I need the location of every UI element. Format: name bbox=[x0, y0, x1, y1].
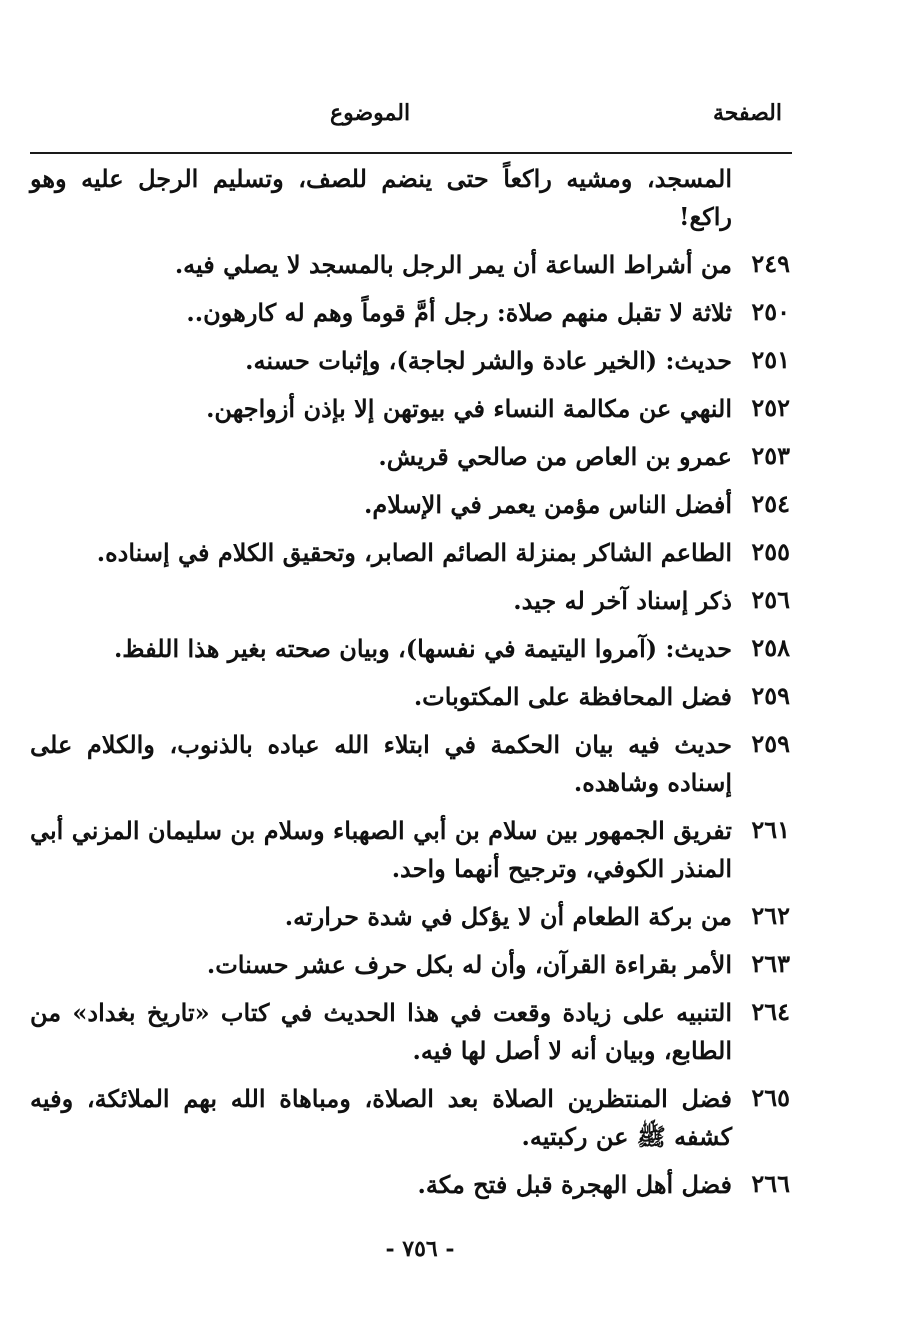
entry-topic: فضل المحافظة على المكتوبات. bbox=[413, 682, 732, 711]
entry-page-number: ٢٥٨ bbox=[751, 633, 790, 662]
entry-page-number: ٢٥٩ bbox=[751, 681, 790, 710]
entry-topic: عمرو بن العاص من صالحي قريش. bbox=[378, 442, 732, 471]
list-item bbox=[30, 486, 790, 524]
list-item bbox=[30, 678, 790, 716]
list-item bbox=[30, 582, 790, 620]
entry-page-number: ٢٥٦ bbox=[751, 585, 790, 614]
entry-page-number: ٢٦٤ bbox=[751, 997, 790, 1026]
list-item bbox=[30, 726, 790, 802]
entry-topic: الأمر بقراءة القرآن، وأن له بكل حرف عشر حسنات. bbox=[206, 950, 732, 979]
entry-topic: النهي عن مكالمة النساء في بيوتهن إلا بإذن أزواجهن. bbox=[206, 394, 732, 423]
entry-topic: فضل المنتظرين الصلاة بعد الصلاة، ومباهاة الله بهم الملائكة، وفيه كشفه ﷺ عن ركبتيه. bbox=[30, 1084, 732, 1151]
entry-page-number: ٢٥١ bbox=[751, 345, 790, 374]
entry-page-number: ٢٦٦ bbox=[751, 1169, 790, 1198]
entry-topic: التنبيه على زيادة وقعت في هذا الحديث في كتاب «تاريخ بغداد» من الطابع، وبيان أنه لا أصل لها فيه. bbox=[30, 998, 732, 1065]
list-item bbox=[30, 898, 790, 936]
entry-page-number: ٢٥٠ bbox=[751, 297, 790, 326]
list-item bbox=[30, 342, 790, 380]
entry-topic: حديث: (آمروا اليتيمة في نفسها)، وبيان صحته بغير هذا اللفظ. bbox=[113, 634, 732, 663]
header-divider bbox=[30, 152, 792, 154]
entry-page-number: ٢٦٢ bbox=[751, 901, 790, 930]
entry-topic: تفريق الجمهور بين سلام بن أبي الصهباء وسلام بن سليمان المزني أبي المنذر الكوفي، وترجيح أنهما واحد. bbox=[30, 816, 732, 883]
list-item bbox=[30, 630, 790, 668]
entry-topic: ذكر إسناد آخر له جيد. bbox=[513, 586, 732, 615]
list-item bbox=[30, 1080, 790, 1156]
entry-page-number: ٢٥٤ bbox=[751, 489, 790, 518]
entry-page-number: ٢٥٢ bbox=[751, 393, 790, 422]
list-item bbox=[30, 534, 790, 572]
entry-topic: المسجد، ومشيه راكعاً حتى ينضم للصف، وتسليم الرجل عليه وهو راكع! bbox=[30, 164, 732, 231]
list-item bbox=[30, 294, 790, 332]
entry-topic: من بركة الطعام أن لا يؤكل في شدة حرارته. bbox=[284, 902, 732, 931]
entry-topic: ثلاثة لا تقبل منهم صلاة: رجل أمَّ قوماً وهم له كارهون.. bbox=[186, 298, 732, 327]
list-item bbox=[30, 946, 790, 984]
entry-topic: فضل أهل الهجرة قبل فتح مكة. bbox=[417, 1170, 732, 1199]
entry-page-number: ٢٦٣ bbox=[751, 949, 790, 978]
entry-topic: الطاعم الشاكر بمنزلة الصائم الصابر، وتحقيق الكلام في إسناده. bbox=[96, 538, 732, 567]
list-item bbox=[30, 1166, 790, 1204]
list-item bbox=[30, 994, 790, 1070]
entry-page-number: ٢٤٩ bbox=[751, 249, 790, 278]
index-list bbox=[30, 160, 790, 1214]
list-item bbox=[30, 438, 790, 476]
entry-page-number: ٢٥٣ bbox=[751, 441, 790, 470]
entry-page-number: ٢٥٩ bbox=[751, 729, 790, 758]
entry-topic: حديث فيه بيان الحكمة في ابتلاء الله عباده بالذنوب، والكلام على إسناده وشاهده. bbox=[30, 730, 732, 797]
entry-page-number: ٢٦١ bbox=[751, 815, 790, 844]
entry-page-number: ٢٥٥ bbox=[751, 537, 790, 566]
list-item bbox=[30, 812, 790, 888]
list-item bbox=[30, 246, 790, 284]
entry-topic: حديث: (الخير عادة والشر لجاجة)، وإثبات حسنه. bbox=[245, 346, 732, 375]
topic-column-header: الموضوع bbox=[330, 100, 411, 126]
page-number: - ٧٥٦ - bbox=[385, 1236, 455, 1262]
page-column-header: الصفحة bbox=[712, 100, 782, 126]
entry-topic: أفضل الناس مؤمن يعمر في الإسلام. bbox=[364, 490, 732, 519]
entry-topic: من أشراط الساعة أن يمر الرجل بالمسجد لا يصلي فيه. bbox=[174, 250, 732, 279]
list-item bbox=[30, 390, 790, 428]
entry-page-number: ٢٦٥ bbox=[751, 1083, 790, 1112]
list-item-continuation bbox=[30, 160, 790, 236]
